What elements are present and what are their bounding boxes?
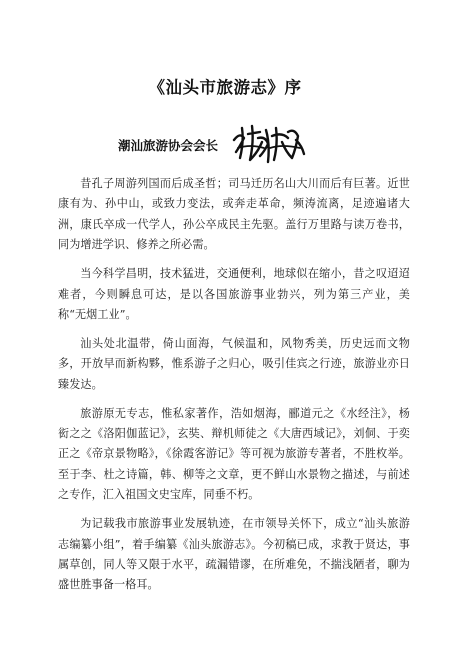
paragraph: 汕头处北温带，倚山面海，气候温和，风物秀美，历史远而文物多，开放早而新构夥，惟系游子之归心，吸引佳宾之行迹，旅游业亦日臻发达。 (58, 336, 410, 391)
handwritten-signature (230, 118, 308, 166)
paragraph: 昔孔子周游列国而后成圣哲；司马迁历名山大川而后有巨著。近世康有为、孙中山，或致力变法，或奔走革命，频涛流离，足迹遍诸大洲，康氏卒成一代学人，孙公卒成民主先驱。盖行万里路与读万卷书，同为增进学识、修养之所必需。 (58, 177, 410, 252)
preface-body (58, 174, 410, 604)
paragraph: 旅游原无专志，惟私家著作，浩如烟海，郦道元之《水经注》，杨衒之之《洛阳伽蓝记》，玄奘、辩机师徒之《大唐西域记》，刘侗、于奕正之《帝京景物略》，《徐霞客游记》等可视为旅游专著者，不胜枚举。至于李、杜之诗篇，韩、柳等之文章，更不鲜山水景物之描述，与前述之专作，汇入祖国文史宝库，同垂不朽。 (58, 406, 410, 502)
paragraph: 为记载我市旅游事业发展轨迹，在市领导关怀下，成立“汕头旅游志编纂小组”，着手编纂《汕头旅游志》。今初稿已成，求教于贤达，事属草创，同人等又限于水平，疏漏错谬，在所难免，不揣浅陋者，聊为盛世胜事备一格耳。 (58, 517, 410, 592)
page-title: 《汕头市旅游志》序 (148, 78, 302, 97)
paragraph: 当今科学昌明，技术猛进，交通便利，地球似在缩小，昔之叹迢迢难者，今则瞬息可达，是以各国旅游事业勃兴，列为第三产业，美称“无烟工业”。 (58, 267, 410, 321)
author-line: 潮汕旅游协会会长 (118, 138, 219, 153)
